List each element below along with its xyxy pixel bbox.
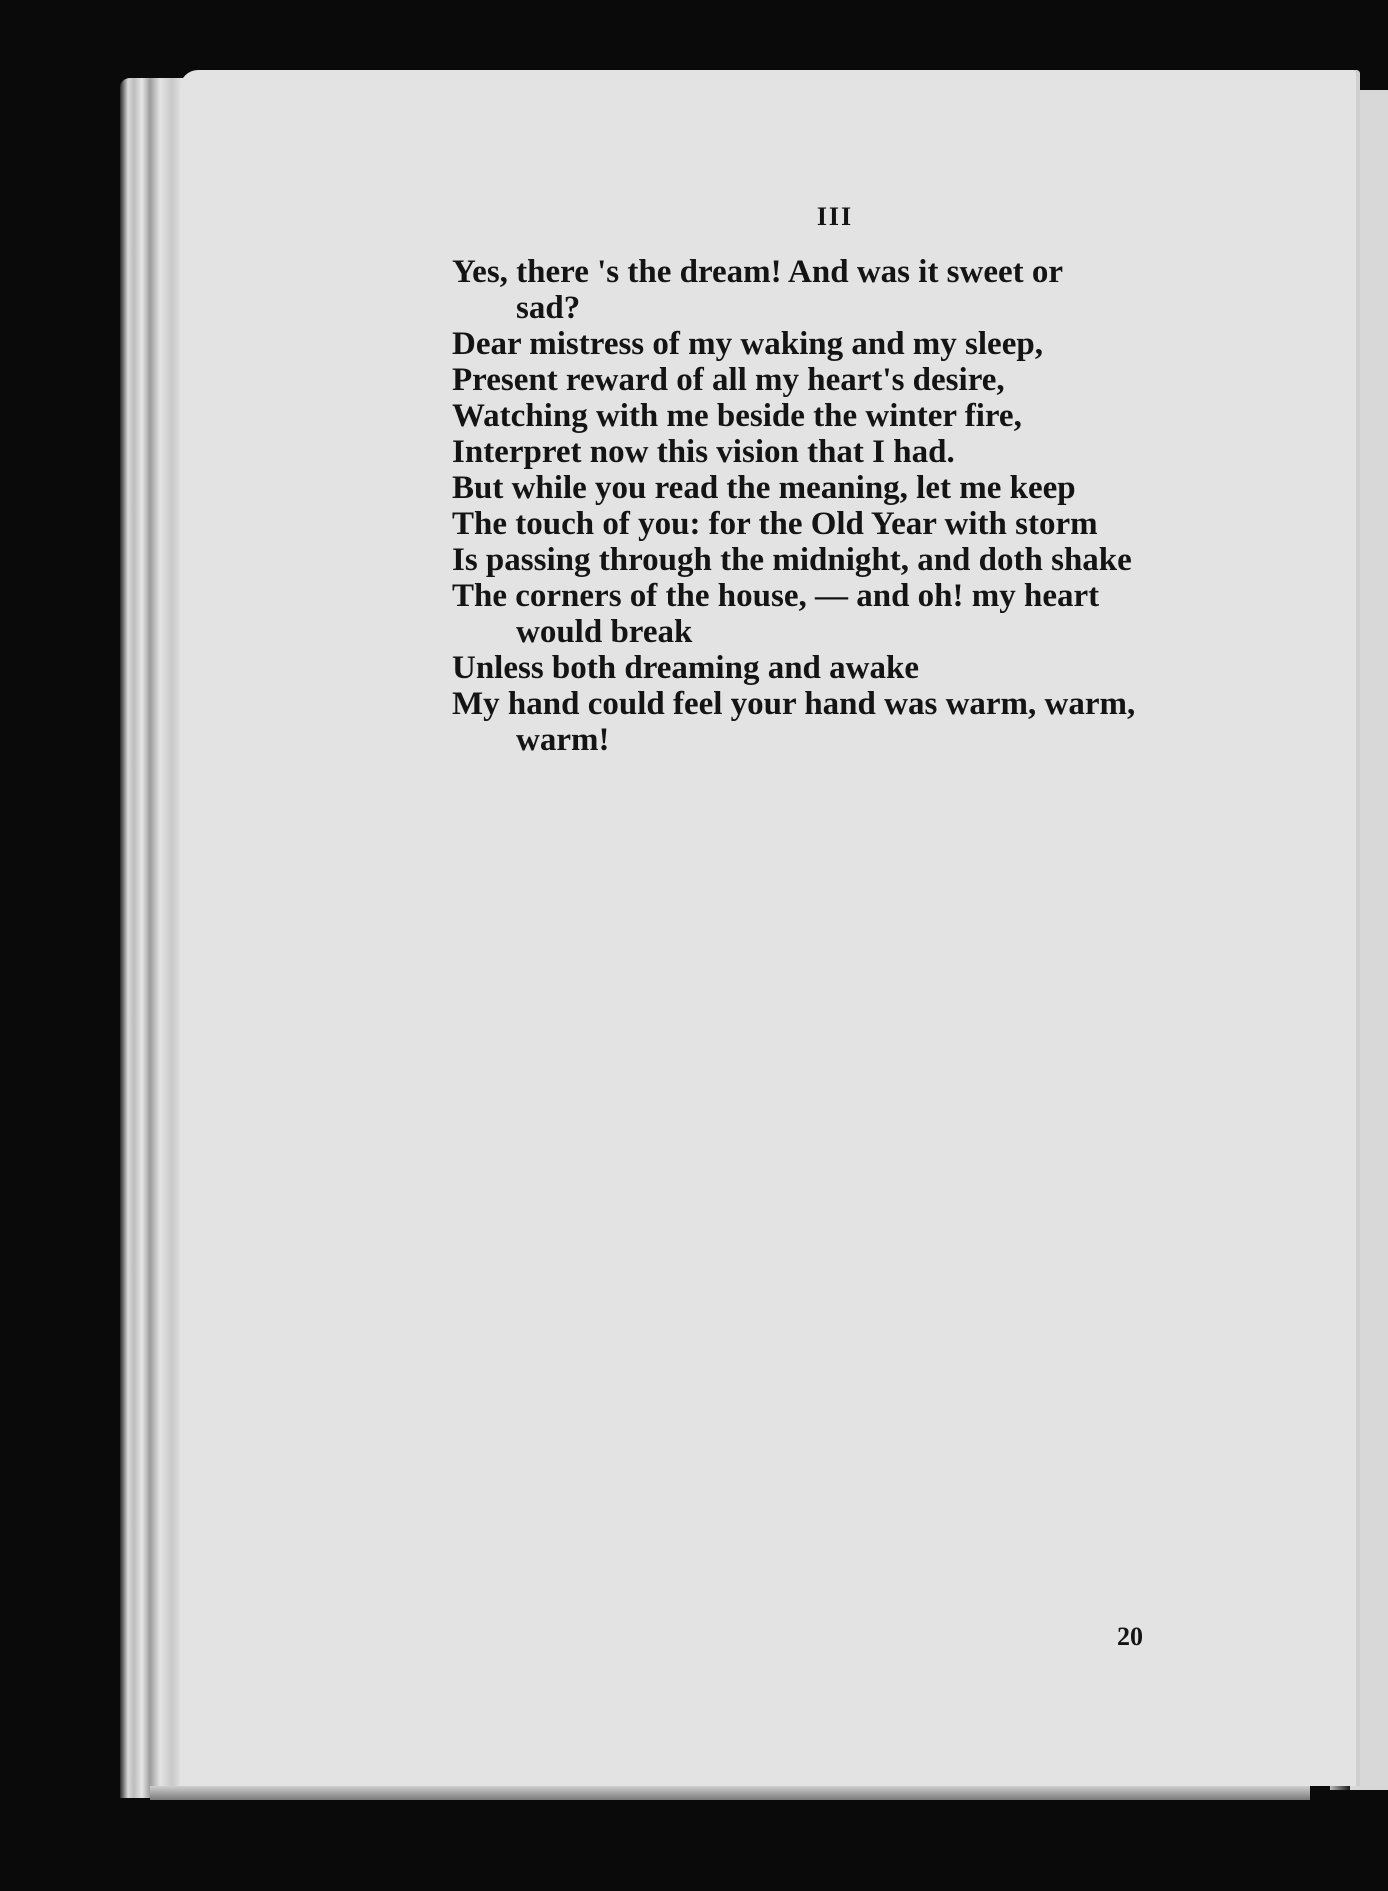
poem-line: Interpret now this vision that I had. <box>452 434 955 470</box>
poem-line: Present reward of all my heart's desire, <box>452 362 1005 398</box>
page-bottom-edge <box>150 1786 1310 1800</box>
section-number: III <box>816 202 854 231</box>
poem-line: Watching with me beside the winter fire, <box>452 398 1022 434</box>
poem-line-continuation: would break <box>516 614 693 650</box>
poem-line-continuation: warm! <box>516 722 610 758</box>
poem-line: But while you read the meaning, let me keep <box>452 470 1076 506</box>
poem-line-continuation: sad? <box>516 290 581 326</box>
poem-stanza <box>452 254 1232 758</box>
poem-line: The touch of you: for the Old Year with storm <box>452 506 1098 542</box>
poem-line: My hand could feel your hand was warm, warm, <box>452 686 1136 722</box>
poem-line: Dear mistress of my waking and my sleep, <box>452 326 1043 362</box>
poem-line: Unless both dreaming and awake <box>452 650 919 686</box>
poem-line: Is passing through the midnight, and doth shake <box>452 542 1132 578</box>
page-number: 20 <box>1117 1622 1143 1651</box>
poem-line: The corners of the house, — and oh! my heart <box>452 578 1100 614</box>
poem-line: Yes, there 's the dream! And was it sweet or <box>452 254 1064 290</box>
